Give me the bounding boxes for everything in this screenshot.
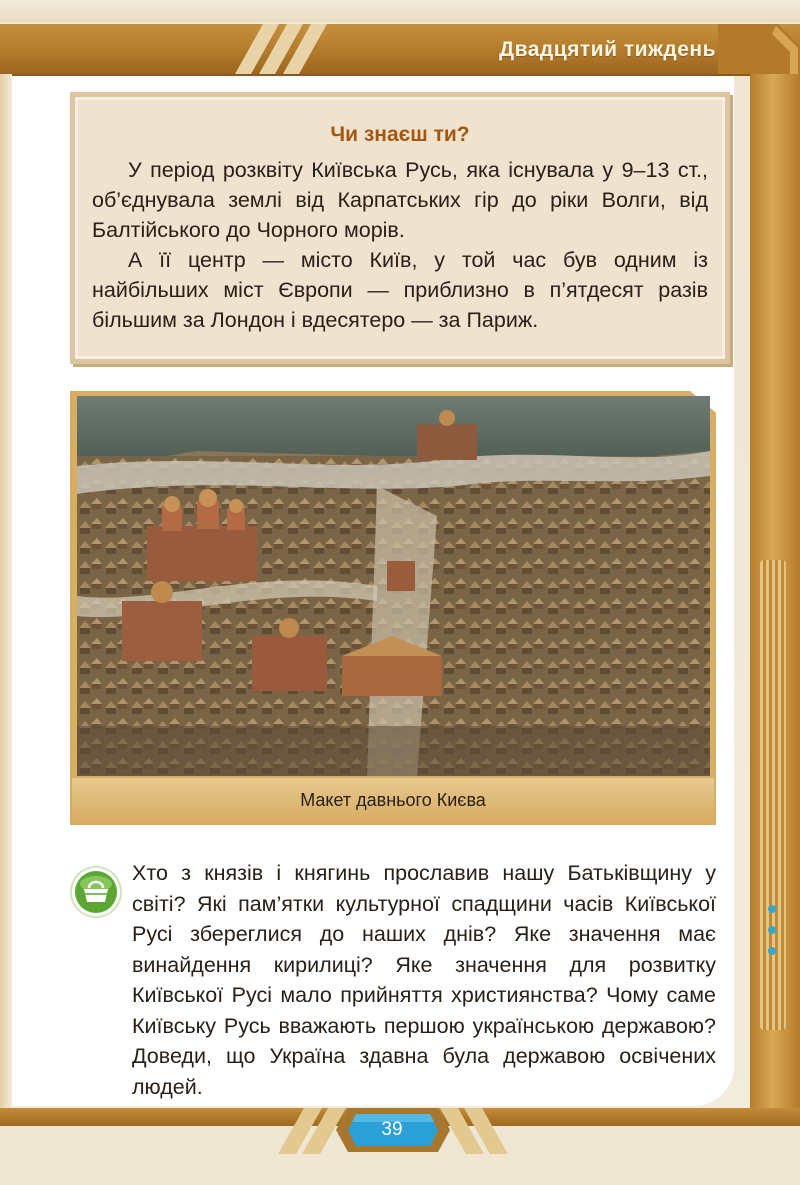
page-number: 39: [381, 1119, 403, 1140]
side-dots-decoration: [766, 903, 778, 958]
week-title: Двадцятий тиждень: [499, 38, 716, 61]
right-rail-grooves: [760, 560, 786, 1030]
header-stripes-decoration: [235, 24, 345, 74]
did-you-know-box: [70, 92, 730, 364]
task-questions: Хто з князів і княгинь прославив нашу Батьківщину у світі? Які пам’ятки культурної спадщини часів Київської Русі збереглися до наших днів? Яке значення має винайдення кирилиці? Яке значення для розвитку Київської Русі мало прийняття християнства? Чому саме Київську Русь вважають першою українською державою? Доведи, що Україна здавна була державою освічених людей.: [132, 861, 716, 1099]
basket-icon: [70, 866, 122, 918]
header-corner-decoration: [718, 24, 800, 74]
top-strip: [0, 0, 800, 22]
did-you-know-paragraph-1: У період розквіту Київська Русь, яка існувала у 9–13 ст., об’єднувала землі від Карпатських гір до ріки Волги, від Балтійського до Чорного морів.: [92, 158, 708, 242]
photo-caption: Макет давнього Києва: [72, 778, 714, 823]
did-you-know-title: Чи знаєш ти?: [330, 123, 470, 146]
ancient-kyiv-model-photo: [77, 396, 710, 776]
did-you-know-paragraph-2: А її центр — місто Київ, у той час був одним із найбільших міст Європи — приблизно в п’ятдесят разів більшим за Лондон і вдесятеро — за Париж.: [92, 248, 708, 332]
left-border: [0, 74, 12, 1114]
